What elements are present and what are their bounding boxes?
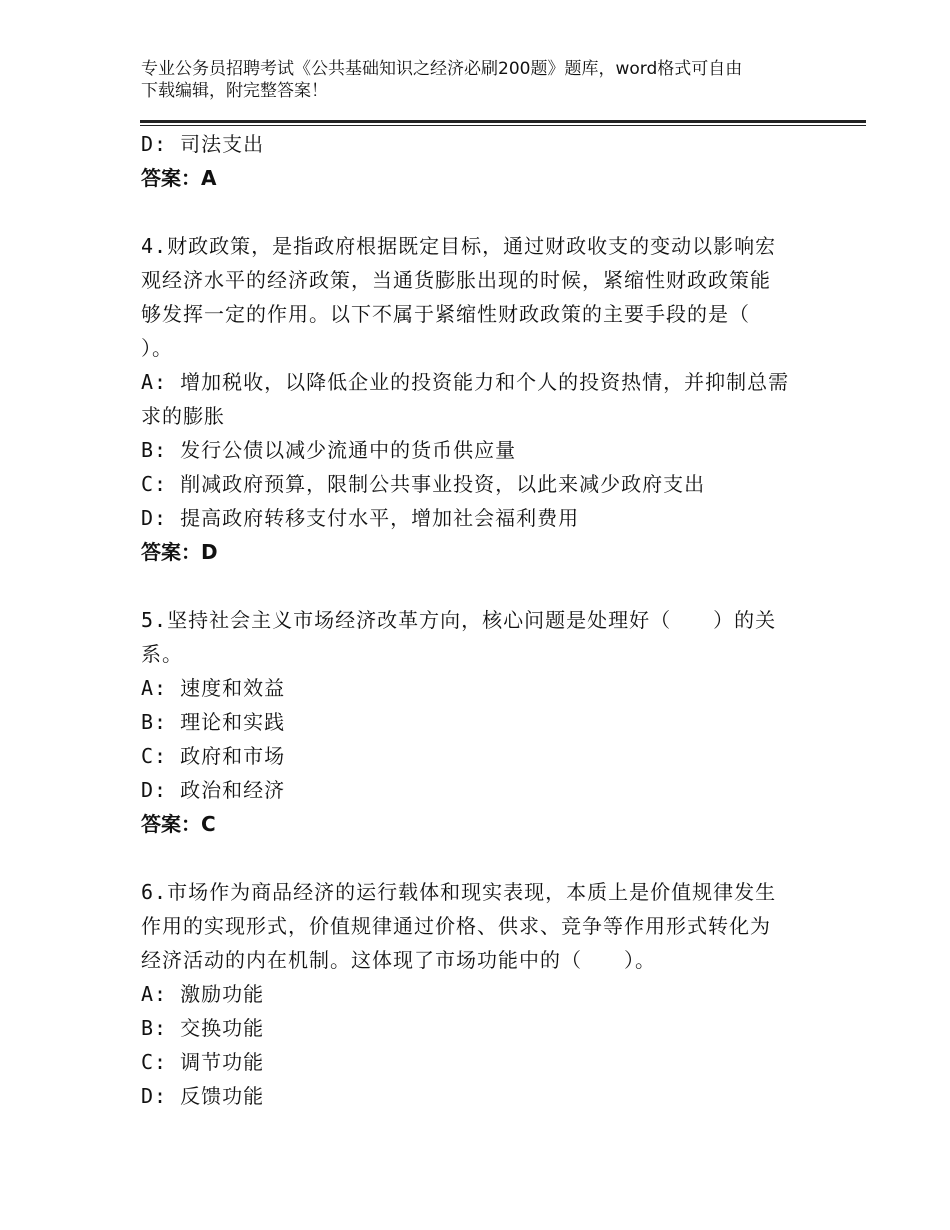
header-rule-thick bbox=[140, 120, 866, 123]
q5-option-b: B: 理论和实践 bbox=[141, 710, 286, 734]
q6-stem-line: 经济活动的内在机制。这体现了市场功能中的（ ）。 bbox=[141, 948, 656, 972]
q6-stem-line: 作用的实现形式，价值规律通过价格、供求、竞争等作用形式转化为 bbox=[141, 914, 771, 938]
q3-option-d: D: 司法支出 bbox=[141, 132, 265, 156]
header-line-1: 专业公务员招聘考试《公共基础知识之经济必刷200题》题库，word格式可自由 bbox=[141, 59, 743, 79]
q6-option-b: B: 交换功能 bbox=[141, 1016, 265, 1040]
q5-option-d: D: 政治和经济 bbox=[141, 778, 286, 802]
q5-answer: 答案：C bbox=[141, 812, 216, 836]
q3-answer: 答案：A bbox=[141, 166, 217, 190]
spacer bbox=[141, 841, 821, 875]
q4-stem-line: ）。 bbox=[141, 336, 173, 360]
q4-stem-line: 够发挥一定的作用。以下不属于紧缩性财政政策的主要手段的是（ bbox=[141, 302, 750, 326]
q4-option-a: A: 增加税收，以降低企业的投资能力和个人的投资热情，并抑制总需 bbox=[141, 370, 790, 394]
question-6 bbox=[141, 875, 821, 1113]
q4-option-d: D: 提高政府转移支付水平，增加社会福利费用 bbox=[141, 506, 580, 530]
document-body bbox=[141, 127, 821, 1113]
q4-answer: 答案：D bbox=[141, 540, 218, 564]
q4-option-b: B: 发行公债以减少流通中的货币供应量 bbox=[141, 438, 517, 462]
q4-stem-line: 观经济水平的经济政策，当通货膨胀出现的时候，紧缩性财政政策能 bbox=[141, 268, 771, 292]
q5-stem-line: 系。 bbox=[141, 642, 183, 666]
spacer bbox=[141, 195, 821, 229]
q6-option-c: C: 调节功能 bbox=[141, 1050, 265, 1074]
question-3-tail bbox=[141, 127, 821, 195]
q4-option-a-cont: 求的膨胀 bbox=[141, 404, 225, 428]
q4-stem-line: 4.财政政策，是指政府根据既定目标，通过财政收支的变动以影响宏 bbox=[141, 234, 777, 258]
question-4 bbox=[141, 229, 821, 569]
q5-option-c: C: 政府和市场 bbox=[141, 744, 286, 768]
q5-stem-line: 5.坚持社会主义市场经济改革方向，核心问题是处理好（ ）的关 bbox=[141, 608, 777, 632]
q6-option-d: D: 反馈功能 bbox=[141, 1084, 265, 1108]
spacer bbox=[141, 569, 821, 603]
q6-stem-line: 6.市场作为商品经济的运行载体和现实表现，本质上是价值规律发生 bbox=[141, 880, 777, 904]
q5-option-a: A: 速度和效益 bbox=[141, 676, 286, 700]
question-5 bbox=[141, 603, 821, 841]
q6-option-a: A: 激励功能 bbox=[141, 982, 265, 1006]
header-line-2: 下载编辑，附完整答案！ bbox=[141, 81, 328, 101]
q4-option-c: C: 削减政府预算，限制公共事业投资，以此来减少政府支出 bbox=[141, 472, 706, 496]
header-rule-thin bbox=[140, 125, 866, 126]
page-header bbox=[141, 58, 821, 102]
